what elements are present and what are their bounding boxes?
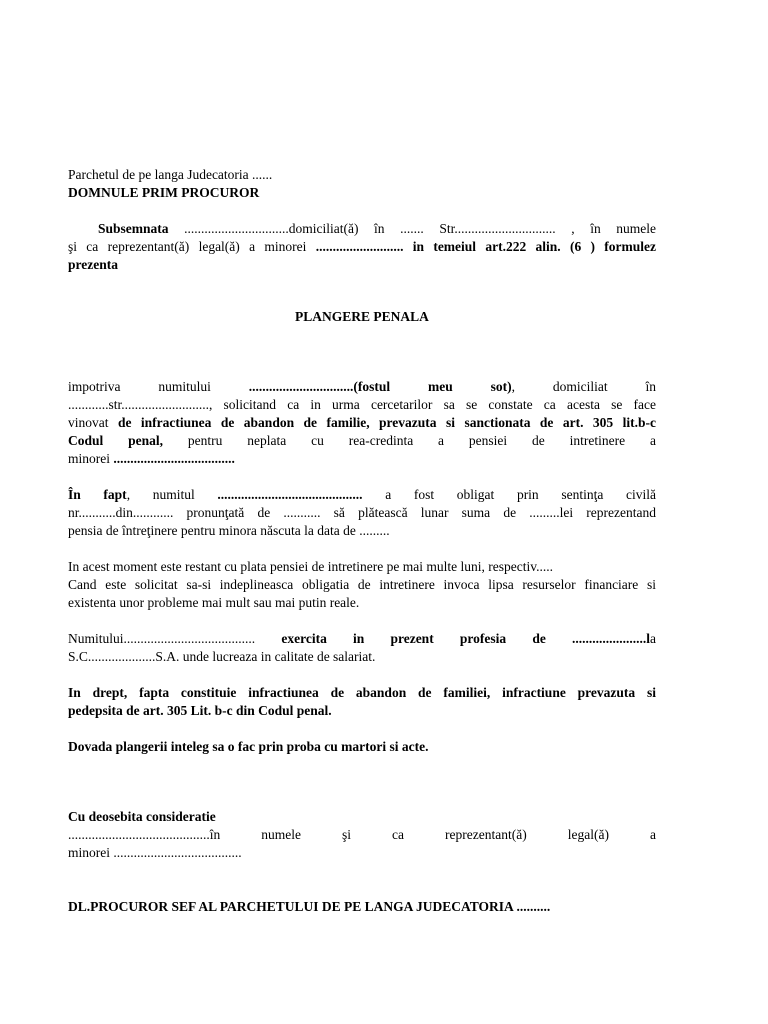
arrears-line-3: existenta unor probleme mai mult sau mai putin reale. [68,595,360,610]
guilty-text: vinovat [68,415,109,430]
fact-line-2: nr...........din............ pronunţată de ........... să plătească lunar suma de .........lei reprezentand [68,505,656,520]
law-line-1: In drept, fapta constituie infractiunea de abandon de familiei, infractiune prevazuta si [68,685,656,700]
fact-heading: În fapt [68,487,127,502]
street-text: Str.............................. , [439,221,575,236]
footer-addressee-text: DL.PROCUROR SEF AL PARCHETULUI DE PE LANGA JUDECATORIA [68,899,514,914]
minor-name-dots: .................................... [113,451,235,466]
employment-line-1 [68,630,656,648]
legal-basis-text: in temeiul art.222 alin. (6 ) formulez [412,239,657,254]
against-paragraph [68,378,656,468]
profession-text: exercita in prezent profesia de ......................l [281,631,651,646]
title-block [68,308,656,326]
fact-obligation-text: a fost obligat prin sentinţa civilă [385,487,656,502]
arrears-line-1: In acest moment este restant cu plata pensiei de intretinere pe mai multe luni, respectiv..... [68,559,553,574]
representative-text: şi ca reprezentant(ă) legal(ă) a minorei [68,239,307,254]
court-line: Parchetul de pe langa Judecatoria ...... [68,167,273,182]
against-line-5 [68,450,656,468]
profession-tail: a [650,631,657,646]
employment-line-2: S.C....................S.A. unde lucreaza in calitate de salariat. [68,649,376,664]
closing-block [68,808,656,862]
name-dots: ............................... [184,221,289,236]
minor-dots: .......................... [315,239,404,254]
offense-text: de infractiunea de abandon de familie, prevazuta si sanctionata de art. 305 lit.b-c [117,415,656,430]
accused-name-dots: ...............................(fostul meu sot) [248,379,512,394]
footer-dots: .......... [516,899,551,914]
fact-line-3: pensia de întreţinere pentru minora născuta la data de ......... [68,523,390,538]
document-title: PLANGERE PENALA [295,309,429,324]
addressee-heading: DOMNULE PRIM PROCUROR [68,185,260,200]
fact-name-dots: ........................................... [217,487,363,502]
fact-paragraph [68,486,656,540]
intro-paragraph [68,220,656,274]
fact-line-1 [68,486,656,504]
penal-code-text: Codul penal, [68,433,164,448]
intro-line-2 [68,238,656,256]
header-block [68,166,656,202]
intro-line-1 [68,220,656,238]
footer-addressee [68,898,656,916]
evidence-block [68,738,656,756]
on-behalf-text: în numele [590,221,657,236]
evidence-text: Dovada plangerii inteleg sa o fac prin proba cu martori si acte. [68,739,429,754]
name-label: Subsemnata [98,221,169,236]
arrears-line-2: Cand este solicitat sa-si indeplineasca obligatia de intretinere invoca lipsa resurselor financiare si [68,577,656,592]
against-text: impotriva numitului [68,379,211,394]
employer-name-dots: Numitului....................................... [68,631,256,646]
law-line-2: pedepsita de art. 305 Lit. b-c din Codul penal. [68,703,332,718]
nonpayment-text: pentru neplata cu rea-credinta a pensiei de intretinere a [187,433,656,448]
arrears-paragraph [68,558,656,612]
closing-line-1: ..........................................în numele şi ca reprezentant(ă) legal(ă) a [68,827,656,842]
closing-line-2: minorei ...................................... [68,845,242,860]
against-line-1 [68,378,656,396]
domicile-text: domiciliat(ă) în ....... [288,221,424,236]
closing-salutation: Cu deosebita consideratie [68,809,216,824]
intro-line-3: prezenta [68,257,118,272]
against-line-3 [68,414,656,432]
employment-paragraph [68,630,656,666]
law-paragraph [68,684,656,720]
against-domicile: , domiciliat în [511,379,656,394]
fact-name-label: , numitul [126,487,195,502]
minor-text: minorei [68,451,110,466]
footer-block [68,898,656,916]
against-line-2: ............str.........................., solicitand ca in urma cercetarilor sa se constate ca acesta se face [68,397,656,412]
against-line-4 [68,432,656,450]
